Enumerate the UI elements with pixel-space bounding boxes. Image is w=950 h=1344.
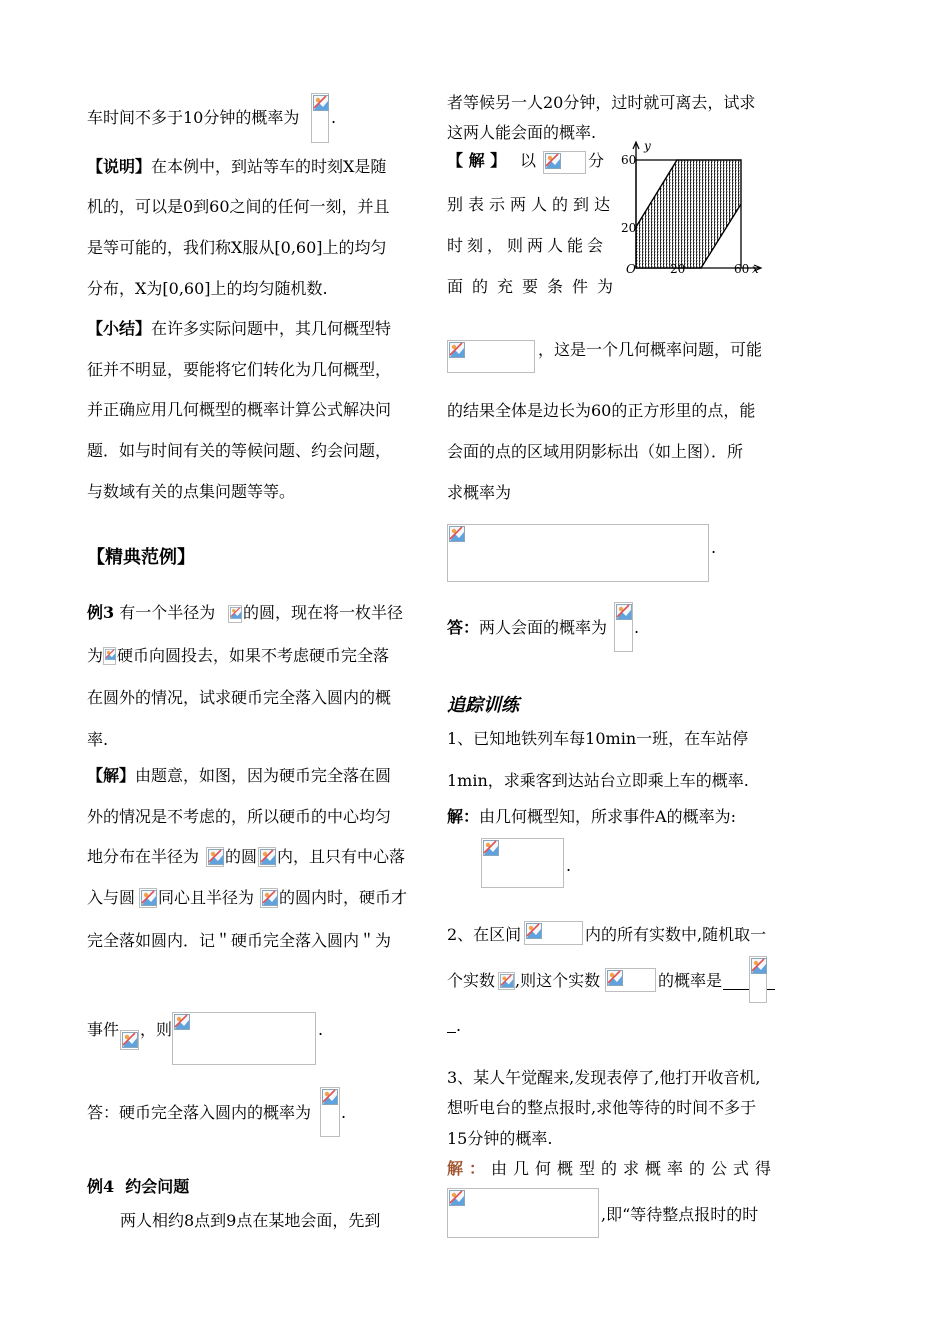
- solution-line: [87, 766, 391, 786]
- formula-image: [103, 647, 116, 665]
- answer-line: [447, 618, 607, 638]
- broken-image-icon: [545, 153, 561, 169]
- summary-text: 在许多实际问题中，其几何概型特: [151, 319, 392, 338]
- punctuation: .: [711, 538, 717, 557]
- broken-image-icon: [105, 649, 116, 660]
- punctuation: .: [341, 1103, 347, 1122]
- broken-image-icon: [122, 1032, 138, 1048]
- question-1: 1、已知地铁列车每10min一班，在车站停: [447, 729, 749, 748]
- answer-text: 答：硬币完全落入圆内的概率为: [87, 1103, 312, 1122]
- answer-label: 答：: [447, 618, 480, 637]
- formula-image: [260, 888, 278, 908]
- broken-image-icon: [483, 840, 499, 856]
- note-line: 机的，可以是0到60之间的任何一刻，并且: [87, 197, 390, 216]
- summary-line: 题．如与时间有关的等候问题、约会问题，: [87, 441, 392, 460]
- text: 由题意，如图，因为硬币完全落在圆: [135, 766, 392, 785]
- example-heading: [87, 1177, 189, 1197]
- broken-image-icon: [141, 890, 157, 906]
- text: 硬币向圆投去，如果不考虑硬币完全落: [117, 646, 390, 665]
- note-text: 在本例中，到站等车的时刻X是随: [151, 157, 387, 176]
- x-axis-label: x: [752, 262, 759, 276]
- text: 别表示两人的到达: [447, 195, 616, 214]
- formula-image: [605, 968, 656, 992]
- text: 由几何概型知，所求事件A的概率为:: [479, 807, 736, 826]
- broken-image-icon: [449, 342, 465, 358]
- broken-image-icon: [751, 958, 767, 974]
- example-label: 例3: [87, 603, 115, 622]
- formula-image: [139, 888, 157, 908]
- text: 完全落如圆内．记＂硬币完全落入圆内＂为: [87, 931, 392, 950]
- text: 内，且只有中心落: [277, 847, 406, 866]
- formula-image: [749, 956, 767, 1003]
- solution-line: [447, 807, 736, 827]
- formula-image: [320, 1087, 340, 1137]
- text: 内的所有实数中,随机取一: [585, 925, 767, 944]
- punctuation: .: [634, 618, 640, 637]
- text: 的圆内时，硬币才: [279, 888, 408, 907]
- y-axis-label: y: [644, 140, 651, 153]
- text: 2、在区间: [447, 925, 522, 944]
- text: 在圆外的情况，试求硬币完全落入圆内的概: [87, 688, 392, 707]
- text: 的结果全体是边长为60的正方形里的点，能: [447, 401, 756, 420]
- text: 由几何概型的求概率的公式得: [491, 1159, 778, 1178]
- text: 分: [588, 151, 605, 170]
- example-line: [87, 603, 215, 623]
- text: 时刻，则两人能会: [447, 236, 608, 255]
- text: 地分布在半径为: [87, 847, 200, 866]
- text: 这两人能会面的概率.: [447, 123, 597, 142]
- text: 同心且半径为: [158, 888, 255, 907]
- broken-image-icon: [322, 1089, 338, 1105]
- text: 会面的点的区域用阴影标出（如上图）．所: [447, 442, 744, 461]
- y-tick-20: 20: [621, 221, 637, 235]
- formula-image: [481, 838, 564, 888]
- shaded-region: [636, 160, 741, 268]
- solution-label: 解：: [447, 807, 480, 826]
- text: 率.: [87, 730, 109, 749]
- formula-image: [543, 151, 586, 174]
- summary-line: 并正确应用几何概型的概率计算公式解决问: [87, 400, 392, 419]
- note-line: 分布，X为[0,60]上的均匀随机数.: [87, 279, 328, 298]
- text: 的圆，现在将一枚半径: [243, 603, 404, 622]
- text: 者等候另一人20分钟，过时就可离去，试求: [447, 93, 756, 112]
- broken-image-icon: [449, 1190, 465, 1206]
- formula-image: [447, 1188, 599, 1238]
- text: 有一个半径为: [119, 603, 216, 622]
- text: 的概率是: [658, 971, 723, 990]
- broken-image-icon: [262, 890, 278, 906]
- question-3: 15分钟的概率.: [447, 1129, 553, 1148]
- text: 面的充要条件为: [447, 277, 623, 296]
- example-title: 约会问题: [125, 1177, 190, 1196]
- text: 个实数: [447, 971, 496, 990]
- origin-label: O: [626, 262, 636, 276]
- broken-image-icon: [230, 607, 242, 619]
- punctuation: .: [566, 856, 572, 875]
- summary-line: 与数域有关的点集问题等等。: [87, 482, 296, 501]
- y-tick-60: 60: [621, 153, 637, 167]
- text: 外的情况是不考虑的，所以硬币的中心均匀: [87, 807, 392, 826]
- question-3: 想听电台的整点报时,求他等待的时间不多于: [447, 1098, 757, 1117]
- meeting-region-figure: [618, 140, 768, 280]
- note-line: 是等可能的，我们称X服从[0,60]上的均匀: [87, 238, 387, 257]
- broken-image-icon: [313, 95, 329, 111]
- punctuation: .: [318, 1020, 324, 1039]
- broken-image-icon: [260, 849, 276, 865]
- solution-label: 解：: [447, 1159, 492, 1178]
- broken-image-icon: [616, 604, 632, 620]
- punctuation: .: [456, 1016, 462, 1035]
- broken-image-icon: [208, 849, 224, 865]
- question-1: 1min，求乘客到达站台立即乘上车的概率.: [447, 771, 749, 790]
- broken-image-icon: [526, 923, 542, 939]
- broken-image-icon: [500, 974, 514, 988]
- question-3: 3、某人午觉醒来,发现表停了,他打开收音机,: [447, 1068, 761, 1087]
- punctuation: .: [331, 108, 337, 127]
- text: 两人相约8点到9点在某地会面，先到: [120, 1211, 381, 1230]
- summary-line: 征并不明显，要能将它们转化为几何概型，: [87, 360, 392, 379]
- text: ,即“等待整点报时的时: [601, 1205, 759, 1224]
- text: 以: [520, 151, 537, 170]
- formula-image: [498, 972, 515, 990]
- example-label: 例4: [87, 1177, 115, 1196]
- text: ,则这个实数: [515, 971, 601, 990]
- x-tick-60: 60: [734, 262, 750, 276]
- formula-image: [311, 93, 329, 143]
- note-line: [87, 157, 386, 177]
- text: 事件: [87, 1020, 120, 1039]
- text: 为: [87, 646, 104, 665]
- formula-image: [206, 847, 224, 867]
- broken-image-icon: [449, 526, 465, 542]
- answer-blank[interactable]: [447, 1032, 456, 1033]
- summary-line: [87, 319, 391, 339]
- answer-blank[interactable]: [767, 989, 775, 990]
- note-label: 【说明】: [87, 157, 152, 176]
- x-tick-20: 20: [670, 262, 686, 276]
- text: ，这是一个几何概率问题，可能: [538, 340, 763, 359]
- solution-label: 【解】: [87, 766, 136, 785]
- answer-blank[interactable]: [723, 989, 749, 990]
- broken-image-icon: [607, 970, 623, 986]
- text: 入与圆: [87, 888, 136, 907]
- practice-heading: 追踪训练: [447, 695, 519, 716]
- formula-image: [172, 1012, 316, 1065]
- section-heading: 【精典范例】: [87, 547, 195, 568]
- formula-image: [524, 921, 583, 945]
- text: 两人会面的概率为: [479, 618, 608, 637]
- text: ，则: [140, 1020, 173, 1039]
- solution-line: [447, 1159, 777, 1179]
- summary-label: 【小结】: [87, 319, 152, 338]
- broken-image-icon: [174, 1014, 190, 1030]
- formula-image: [258, 847, 276, 867]
- text: 的圆: [225, 847, 258, 866]
- formula-image: [120, 1030, 139, 1050]
- formula-image: [447, 524, 709, 582]
- formula-image: [228, 605, 242, 623]
- solution-label: 【 解 】: [447, 151, 507, 170]
- formula-image: [614, 602, 633, 652]
- line-text: 车时间不多于10分钟的概率为: [87, 108, 300, 127]
- text: 求概率为: [447, 483, 512, 502]
- formula-image: [447, 340, 535, 373]
